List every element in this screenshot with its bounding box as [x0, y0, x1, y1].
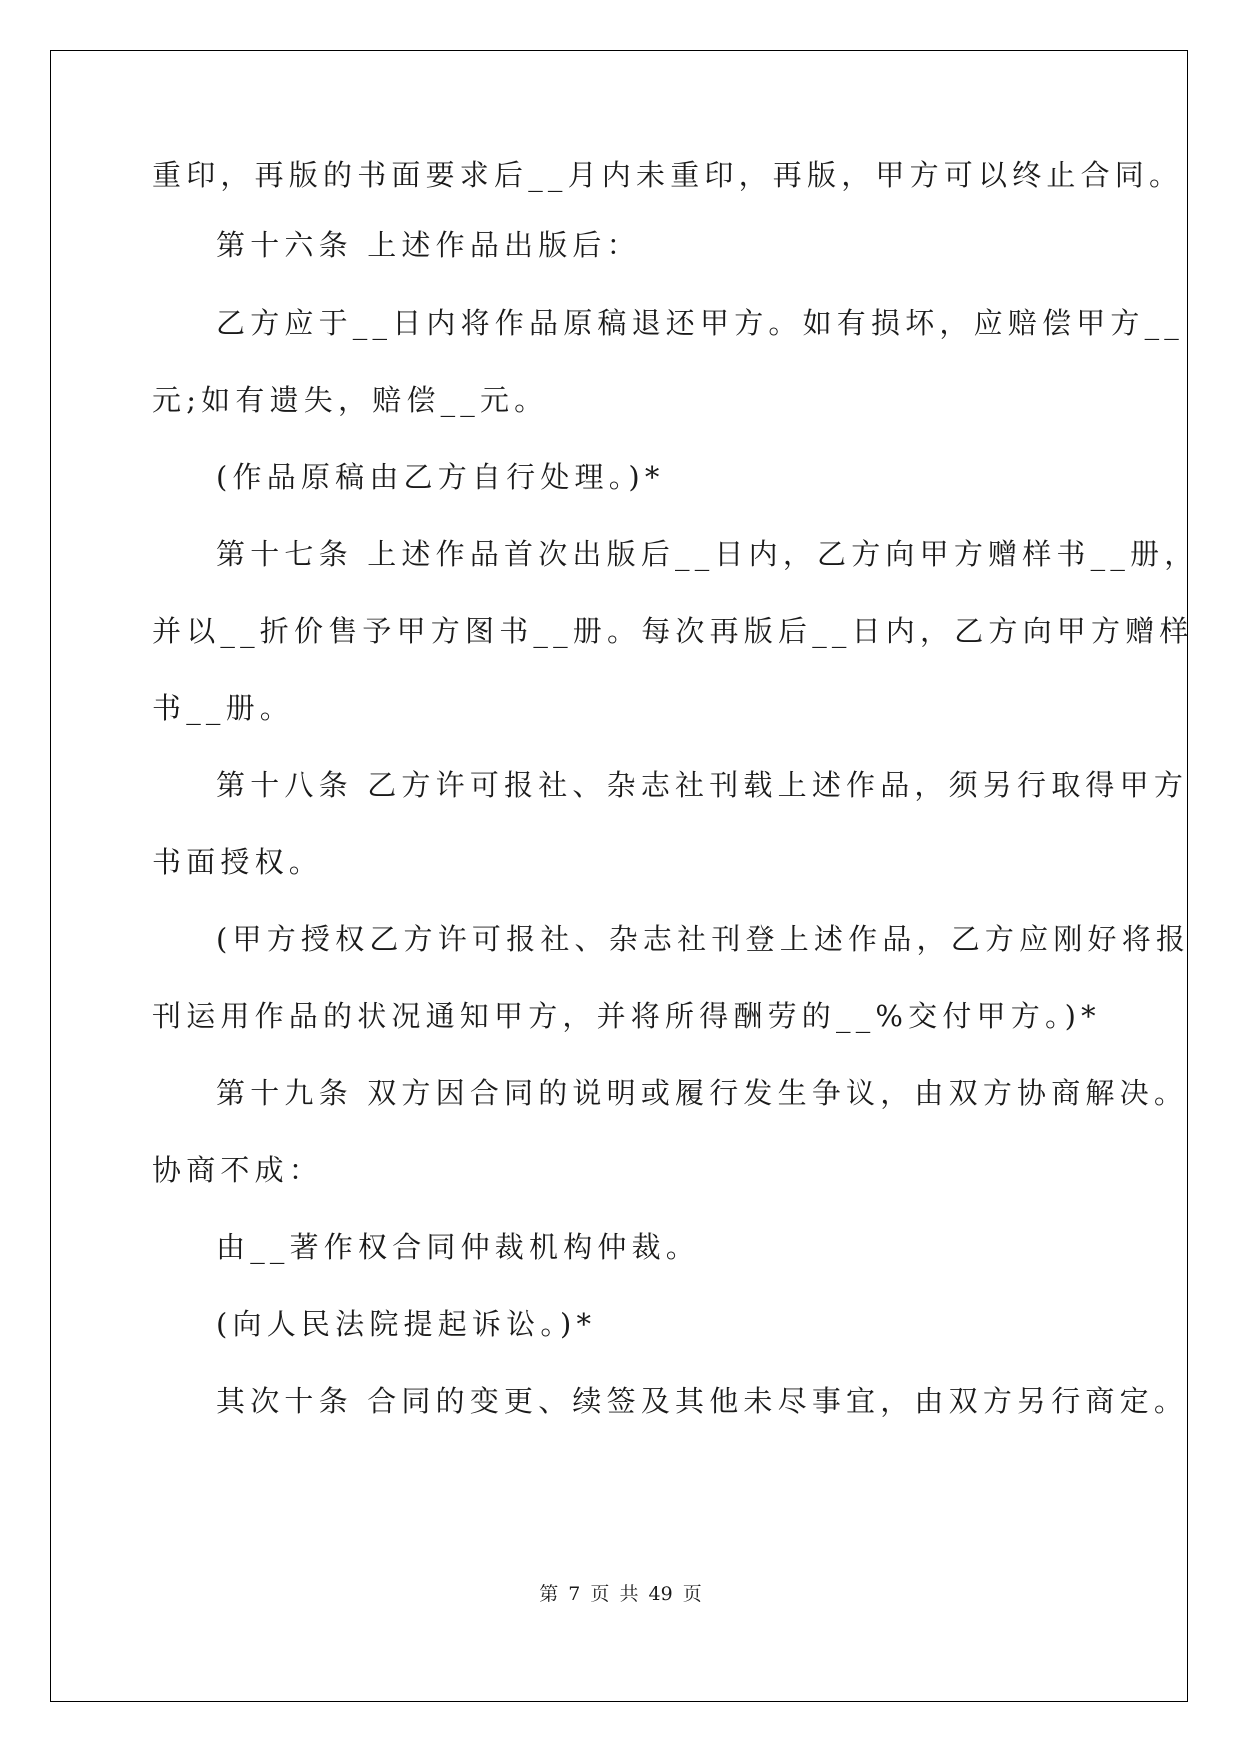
text-line: 元;如有遗失，赔偿__元。: [152, 383, 549, 417]
article-19-heading: 第十九条 双方因合同的说明或履行发生争议，由双方协商解决。: [216, 1076, 1189, 1110]
text-line: 由__著作权合同仲裁机构仲裁。: [216, 1230, 701, 1264]
optional-clause: (作品原稿由乙方自行处理。)*: [216, 460, 665, 494]
optional-clause: (向人民法院提起诉讼。)*: [216, 1307, 597, 1341]
text-line: 书__册。: [152, 691, 295, 725]
text-line: 重印，再版的书面要求后__月内未重印，再版，甲方可以终止合同。: [152, 158, 1184, 192]
page-number: 第 7 页 共 49 页: [539, 1583, 702, 1605]
article-16-heading: 第十六条 上述作品出版后：: [216, 228, 641, 262]
article-18-heading: 第十八条 乙方许可报社、杂志社刊载上述作品，须另行取得甲方: [216, 768, 1189, 802]
text-line: 书面授权。: [152, 845, 324, 879]
text-line: 协商不成：: [152, 1153, 324, 1187]
article-17-heading: 第十七条 上述作品首次出版后__日内，乙方向甲方赠样书__册，: [216, 537, 1199, 571]
optional-clause: (甲方授权乙方许可报社、杂志社刊登上述作品，乙方应刚好将报: [216, 922, 1191, 956]
text-line: 乙方应于__日内将作品原稿退还甲方。如有损坏，应赔偿甲方__: [216, 306, 1185, 340]
text-line: 并以__折价售予甲方图书__册。每次再版后__日内，乙方向甲方赠样: [152, 614, 1194, 648]
article-20-heading: 其次十条 合同的变更、续签及其他未尽事宜，由双方另行商定。: [216, 1384, 1189, 1418]
text-line: 刊运用作品的状况通知甲方，并将所得酬劳的__%交付甲方。)*: [152, 999, 1101, 1033]
